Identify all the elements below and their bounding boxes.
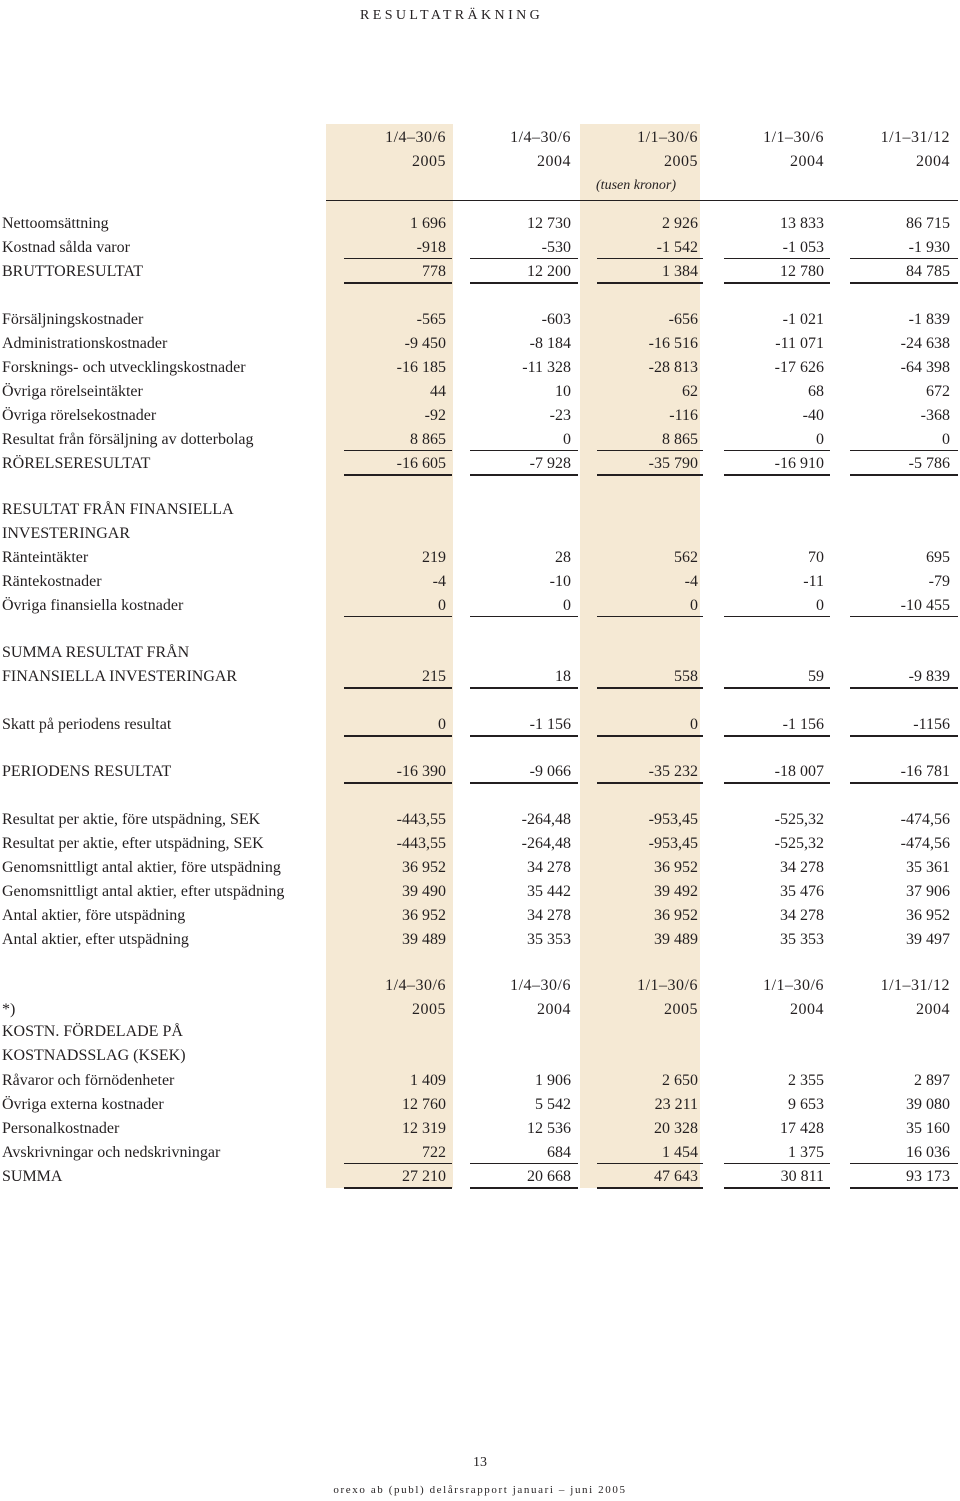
row-underline xyxy=(597,450,703,451)
row-underline xyxy=(344,282,452,284)
cost-row-value: 16 036 xyxy=(906,1144,950,1161)
row-underline xyxy=(344,782,452,784)
year-header-col-1: 2005 xyxy=(412,153,446,170)
statement-row-value: -24 638 xyxy=(900,335,950,352)
page-footer: orexo ab (publ) delårsrapport januari – juni 2005 xyxy=(333,1484,627,1496)
statement-row-value: -8 184 xyxy=(529,335,571,352)
row-underline xyxy=(344,687,452,689)
footnote-marker: *) xyxy=(2,1001,16,1018)
year-header-col-5: 2004 xyxy=(916,153,950,170)
statement-row-label: Skatt på periodens resultat xyxy=(2,716,172,733)
statement-row-value: 68 xyxy=(808,383,824,400)
statement-row-value: -953,45 xyxy=(648,811,698,828)
statement-row-value: -918 xyxy=(416,239,446,256)
statement-row-value: 28 xyxy=(555,549,571,566)
row-underline xyxy=(724,1163,830,1164)
statement-row-value: 36 952 xyxy=(402,907,446,924)
statement-row-value: 36 952 xyxy=(402,859,446,876)
statement-row-value: -264,48 xyxy=(521,835,571,852)
statement-row-label: Forsknings- och utvecklingskostnader xyxy=(2,359,246,376)
statement-row-value: -9 839 xyxy=(908,668,950,685)
row-underline xyxy=(850,450,958,451)
statement-row-value: 84 785 xyxy=(906,263,950,280)
row-underline xyxy=(850,735,958,737)
cost-row-label: Råvaror och förnödenheter xyxy=(2,1072,175,1089)
row-underline xyxy=(850,616,958,617)
statement-row-value: -1 542 xyxy=(656,239,698,256)
period-header-col-3: 1/1–30/6 xyxy=(637,129,698,146)
statement-row-value: 39 497 xyxy=(906,931,950,948)
statement-row-value: -9 066 xyxy=(529,763,571,780)
row-underline xyxy=(724,782,830,784)
statement-row-value: 0 xyxy=(563,431,571,448)
statement-row-value: -1 053 xyxy=(782,239,824,256)
row-underline xyxy=(597,735,703,737)
year-header-2-col-1: 2005 xyxy=(412,1001,446,1018)
statement-row-value: -40 xyxy=(802,407,824,424)
cost-row-value: 1 454 xyxy=(662,1144,698,1161)
row-underline xyxy=(597,258,703,259)
period-header-col-4: 1/1–30/6 xyxy=(763,129,824,146)
statement-row-value: 215 xyxy=(422,668,446,685)
statement-row-value: -11 071 xyxy=(775,335,824,352)
statement-row-label: Övriga rörelseintäkter xyxy=(2,383,143,400)
cost-row-value: 1 906 xyxy=(535,1072,571,1089)
cost-row-value: 2 355 xyxy=(788,1072,824,1089)
row-underline xyxy=(470,1187,578,1189)
row-underline xyxy=(470,687,578,689)
statement-row-value: -1 021 xyxy=(782,311,824,328)
row-underline xyxy=(724,282,830,284)
statement-row-value: -16 910 xyxy=(774,455,824,472)
statement-row-value: -953,45 xyxy=(648,835,698,852)
cost-row-value: 722 xyxy=(422,1144,446,1161)
period-header-2-col-4: 1/1–30/6 xyxy=(763,977,824,994)
row-underline xyxy=(470,735,578,737)
statement-row-value: -443,55 xyxy=(396,811,446,828)
row-underline xyxy=(597,616,703,617)
row-underline xyxy=(470,782,578,784)
statement-row-value: -603 xyxy=(541,311,571,328)
period-header-col-5: 1/1–31/12 xyxy=(880,129,950,146)
cost-row-value: 17 428 xyxy=(780,1120,824,1137)
row-underline xyxy=(344,258,452,259)
statement-row-value: 36 952 xyxy=(906,907,950,924)
row-underline xyxy=(597,687,703,689)
row-underline xyxy=(470,1163,578,1164)
row-underline xyxy=(724,1187,830,1189)
unit-label: (tusen kronor) xyxy=(596,178,676,193)
cost-row-value: 1 375 xyxy=(788,1144,824,1161)
statement-row-label: PERIODENS RESULTAT xyxy=(2,763,172,780)
cost-row-value: 1 409 xyxy=(410,1072,446,1089)
statement-row-label: Övriga finansiella kostnader xyxy=(2,597,184,614)
row-underline xyxy=(724,735,830,737)
statement-row-value: -18 007 xyxy=(774,763,824,780)
statement-row-value: -23 xyxy=(549,407,571,424)
year-header-2-col-4: 2004 xyxy=(790,1001,824,1018)
row-underline xyxy=(597,474,703,476)
statement-row-value: 86 715 xyxy=(906,215,950,232)
statement-row-value: 1 696 xyxy=(410,215,446,232)
statement-row-value: 39 489 xyxy=(402,931,446,948)
statement-row-value: -11 328 xyxy=(522,359,571,376)
statement-row-value: 10 xyxy=(555,383,571,400)
row-underline xyxy=(850,782,958,784)
year-header-2-col-3: 2005 xyxy=(664,1001,698,1018)
statement-row-value: 0 xyxy=(942,431,950,448)
statement-row-label: Försäljningskostnader xyxy=(2,311,144,328)
statement-row-value: -16 390 xyxy=(396,763,446,780)
cost-row-value: 2 897 xyxy=(914,1072,950,1089)
statement-row-label: BRUTTORESULTAT xyxy=(2,263,143,280)
statement-row-value: -1 156 xyxy=(529,716,571,733)
cost-row-value: 47 643 xyxy=(654,1168,698,1185)
statement-row-value: -525,32 xyxy=(774,835,824,852)
year-header-col-4: 2004 xyxy=(790,153,824,170)
cost-row-label: SUMMA xyxy=(2,1168,63,1185)
statement-row-value: 36 952 xyxy=(654,859,698,876)
header-rule xyxy=(326,200,958,201)
statement-row-label: Antal aktier, före utspädning xyxy=(2,907,186,924)
statement-row-value: -92 xyxy=(424,407,446,424)
row-underline xyxy=(850,258,958,259)
period-header-2-col-1: 1/4–30/6 xyxy=(385,977,446,994)
period-header-2-col-3: 1/1–30/6 xyxy=(637,977,698,994)
statement-row-value: -17 626 xyxy=(774,359,824,376)
statement-row-value: 695 xyxy=(926,549,950,566)
statement-row-value: -16 605 xyxy=(396,455,446,472)
row-underline xyxy=(597,782,703,784)
row-underline xyxy=(850,282,958,284)
statement-row-value: 12 780 xyxy=(780,263,824,280)
statement-row-value: 562 xyxy=(674,549,698,566)
cost-row-value: 9 653 xyxy=(788,1096,824,1113)
statement-row-value: -64 398 xyxy=(900,359,950,376)
cost-row-value: 20 668 xyxy=(527,1168,571,1185)
statement-row-value: -11 xyxy=(803,573,824,590)
statement-row-label: Resultat per aktie, före utspädning, SEK xyxy=(2,811,261,828)
cost-row-label: KOSTNADSSLAG (KSEK) xyxy=(2,1047,186,1064)
statement-row-value: -264,48 xyxy=(521,811,571,828)
statement-row-label: RÖRELSERESULTAT xyxy=(2,455,151,472)
statement-row-value: 34 278 xyxy=(780,859,824,876)
statement-row-value: 36 952 xyxy=(654,907,698,924)
cost-row-value: 27 210 xyxy=(402,1168,446,1185)
statement-row-value: 13 833 xyxy=(780,215,824,232)
row-underline xyxy=(470,616,578,617)
statement-row-label: Resultat från försäljning av dotterbolag xyxy=(2,431,254,448)
statement-row-value: -474,56 xyxy=(900,811,950,828)
statement-row-label: Nettoomsättning xyxy=(2,215,109,232)
statement-row-value: -1 930 xyxy=(908,239,950,256)
statement-row-label: Övriga rörelsekostnader xyxy=(2,407,157,424)
statement-row-value: 12 730 xyxy=(527,215,571,232)
row-underline xyxy=(470,282,578,284)
statement-row-label: Administrationskostnader xyxy=(2,335,168,352)
cost-row-label: KOSTN. FÖRDELADE PÅ xyxy=(2,1023,183,1040)
statement-row-value: 35 353 xyxy=(780,931,824,948)
cost-row-value: 35 160 xyxy=(906,1120,950,1137)
statement-row-value: 778 xyxy=(422,263,446,280)
year-header-col-2: 2004 xyxy=(537,153,571,170)
statement-row-value: -9 450 xyxy=(404,335,446,352)
statement-row-label: RESULTAT FRÅN FINANSIELLA xyxy=(2,501,234,518)
statement-row-value: -530 xyxy=(541,239,571,256)
cost-row-value: 12 760 xyxy=(402,1096,446,1113)
cost-row-value: 5 542 xyxy=(535,1096,571,1113)
row-underline xyxy=(344,1163,452,1164)
cost-row-value: 30 811 xyxy=(780,1168,824,1185)
page-number: 13 xyxy=(473,1455,487,1470)
statement-row-value: 0 xyxy=(816,597,824,614)
statement-row-value: -10 455 xyxy=(900,597,950,614)
statement-row-label: Resultat per aktie, efter utspädning, SEK xyxy=(2,835,264,852)
statement-row-value: 0 xyxy=(563,597,571,614)
cost-row-label: Övriga externa kostnader xyxy=(2,1096,164,1113)
row-underline xyxy=(724,687,830,689)
statement-row-value: -1156 xyxy=(913,716,950,733)
statement-row-value: 558 xyxy=(674,668,698,685)
statement-row-value: -656 xyxy=(668,311,698,328)
row-underline xyxy=(344,450,452,451)
cost-row-value: 93 173 xyxy=(906,1168,950,1185)
statement-row-label: Ränteintäkter xyxy=(2,549,89,566)
statement-row-value: -1 156 xyxy=(782,716,824,733)
statement-row-value: 0 xyxy=(438,597,446,614)
cost-row-value: 39 080 xyxy=(906,1096,950,1113)
cost-row-value: 12 536 xyxy=(527,1120,571,1137)
statement-row-value: 0 xyxy=(816,431,824,448)
row-underline xyxy=(724,474,830,476)
year-header-2-col-5: 2004 xyxy=(916,1001,950,1018)
statement-row-value: 39 492 xyxy=(654,883,698,900)
statement-row-label: Genomsnittligt antal aktier, efter utspädning xyxy=(2,883,285,900)
cost-row-label: Personalkostnader xyxy=(2,1120,120,1137)
year-header-col-3: 2005 xyxy=(664,153,698,170)
statement-row-value: 0 xyxy=(438,716,446,733)
statement-row-value: 35 442 xyxy=(527,883,571,900)
row-underline xyxy=(724,258,830,259)
statement-row-value: -525,32 xyxy=(774,811,824,828)
statement-row-value: 39 490 xyxy=(402,883,446,900)
row-underline xyxy=(597,1163,703,1164)
row-underline xyxy=(470,258,578,259)
period-header-2-col-2: 1/4–30/6 xyxy=(510,977,571,994)
period-header-col-1: 1/4–30/6 xyxy=(385,129,446,146)
statement-row-label: FINANSIELLA INVESTERINGAR xyxy=(2,668,238,685)
statement-row-value: -7 928 xyxy=(529,455,571,472)
row-underline xyxy=(850,1163,958,1164)
statement-row-value: 0 xyxy=(690,716,698,733)
statement-row-value: 34 278 xyxy=(527,859,571,876)
statement-row-value: -1 839 xyxy=(908,311,950,328)
row-underline xyxy=(344,735,452,737)
statement-row-value: 35 476 xyxy=(780,883,824,900)
cost-row-value: 20 328 xyxy=(654,1120,698,1137)
statement-row-value: -35 790 xyxy=(648,455,698,472)
statement-row-value: -565 xyxy=(416,311,446,328)
statement-row-value: 18 xyxy=(555,668,571,685)
row-underline xyxy=(724,616,830,617)
cost-row-value: 23 211 xyxy=(654,1096,698,1113)
statement-row-value: 70 xyxy=(808,549,824,566)
period-header-col-2: 1/4–30/6 xyxy=(510,129,571,146)
statement-row-value: -368 xyxy=(920,407,950,424)
page-title: resultaträkning xyxy=(360,2,544,24)
statement-row-label: Kostnad sålda varor xyxy=(2,239,130,256)
row-underline xyxy=(850,474,958,476)
statement-row-value: -4 xyxy=(432,573,446,590)
statement-row-value: 219 xyxy=(422,549,446,566)
statement-row-value: 0 xyxy=(690,597,698,614)
statement-row-value: 8 865 xyxy=(410,431,446,448)
statement-row-label: INVESTERINGAR xyxy=(2,525,130,542)
statement-row-value: -10 xyxy=(549,573,571,590)
statement-row-value: 34 278 xyxy=(527,907,571,924)
period-header-2-col-5: 1/1–31/12 xyxy=(880,977,950,994)
row-underline xyxy=(597,282,703,284)
statement-row-value: -116 xyxy=(669,407,698,424)
statement-row-label: Antal aktier, efter utspädning xyxy=(2,931,189,948)
year-header-2-col-2: 2004 xyxy=(537,1001,571,1018)
statement-row-value: 1 384 xyxy=(662,263,698,280)
cost-row-value: 684 xyxy=(547,1144,571,1161)
statement-row-value: 8 865 xyxy=(662,431,698,448)
statement-row-value: -16 781 xyxy=(900,763,950,780)
row-underline xyxy=(344,474,452,476)
statement-row-value: -4 xyxy=(684,573,698,590)
statement-row-value: 62 xyxy=(682,383,698,400)
statement-row-value: -16 516 xyxy=(648,335,698,352)
statement-row-label: Genomsnittligt antal aktier, före utspädning xyxy=(2,859,281,876)
statement-row-value: -79 xyxy=(928,573,950,590)
row-underline xyxy=(344,1187,452,1189)
statement-row-value: -5 786 xyxy=(908,455,950,472)
cost-row-label: Avskrivningar och nedskrivningar xyxy=(2,1144,221,1161)
statement-row-value: 34 278 xyxy=(780,907,824,924)
row-underline xyxy=(850,687,958,689)
statement-row-value: 672 xyxy=(926,383,950,400)
row-underline xyxy=(470,450,578,451)
statement-row-value: 59 xyxy=(808,668,824,685)
statement-row-value: -28 813 xyxy=(648,359,698,376)
cost-row-value: 12 319 xyxy=(402,1120,446,1137)
row-underline xyxy=(597,1187,703,1189)
statement-row-value: 39 489 xyxy=(654,931,698,948)
cost-row-value: 2 650 xyxy=(662,1072,698,1089)
row-underline xyxy=(850,1187,958,1189)
statement-row-value: 35 361 xyxy=(906,859,950,876)
statement-row-value: 44 xyxy=(430,383,446,400)
statement-row-label: SUMMA RESULTAT FRÅN xyxy=(2,644,190,661)
statement-row-value: -16 185 xyxy=(396,359,446,376)
statement-row-label: Räntekostnader xyxy=(2,573,102,590)
statement-row-value: 35 353 xyxy=(527,931,571,948)
row-underline xyxy=(344,616,452,617)
statement-row-value: -35 232 xyxy=(648,763,698,780)
row-underline xyxy=(470,474,578,476)
statement-row-value: 2 926 xyxy=(662,215,698,232)
statement-row-value: 37 906 xyxy=(906,883,950,900)
statement-row-value: -474,56 xyxy=(900,835,950,852)
row-underline xyxy=(724,450,830,451)
statement-row-value: 12 200 xyxy=(527,263,571,280)
statement-row-value: -443,55 xyxy=(396,835,446,852)
